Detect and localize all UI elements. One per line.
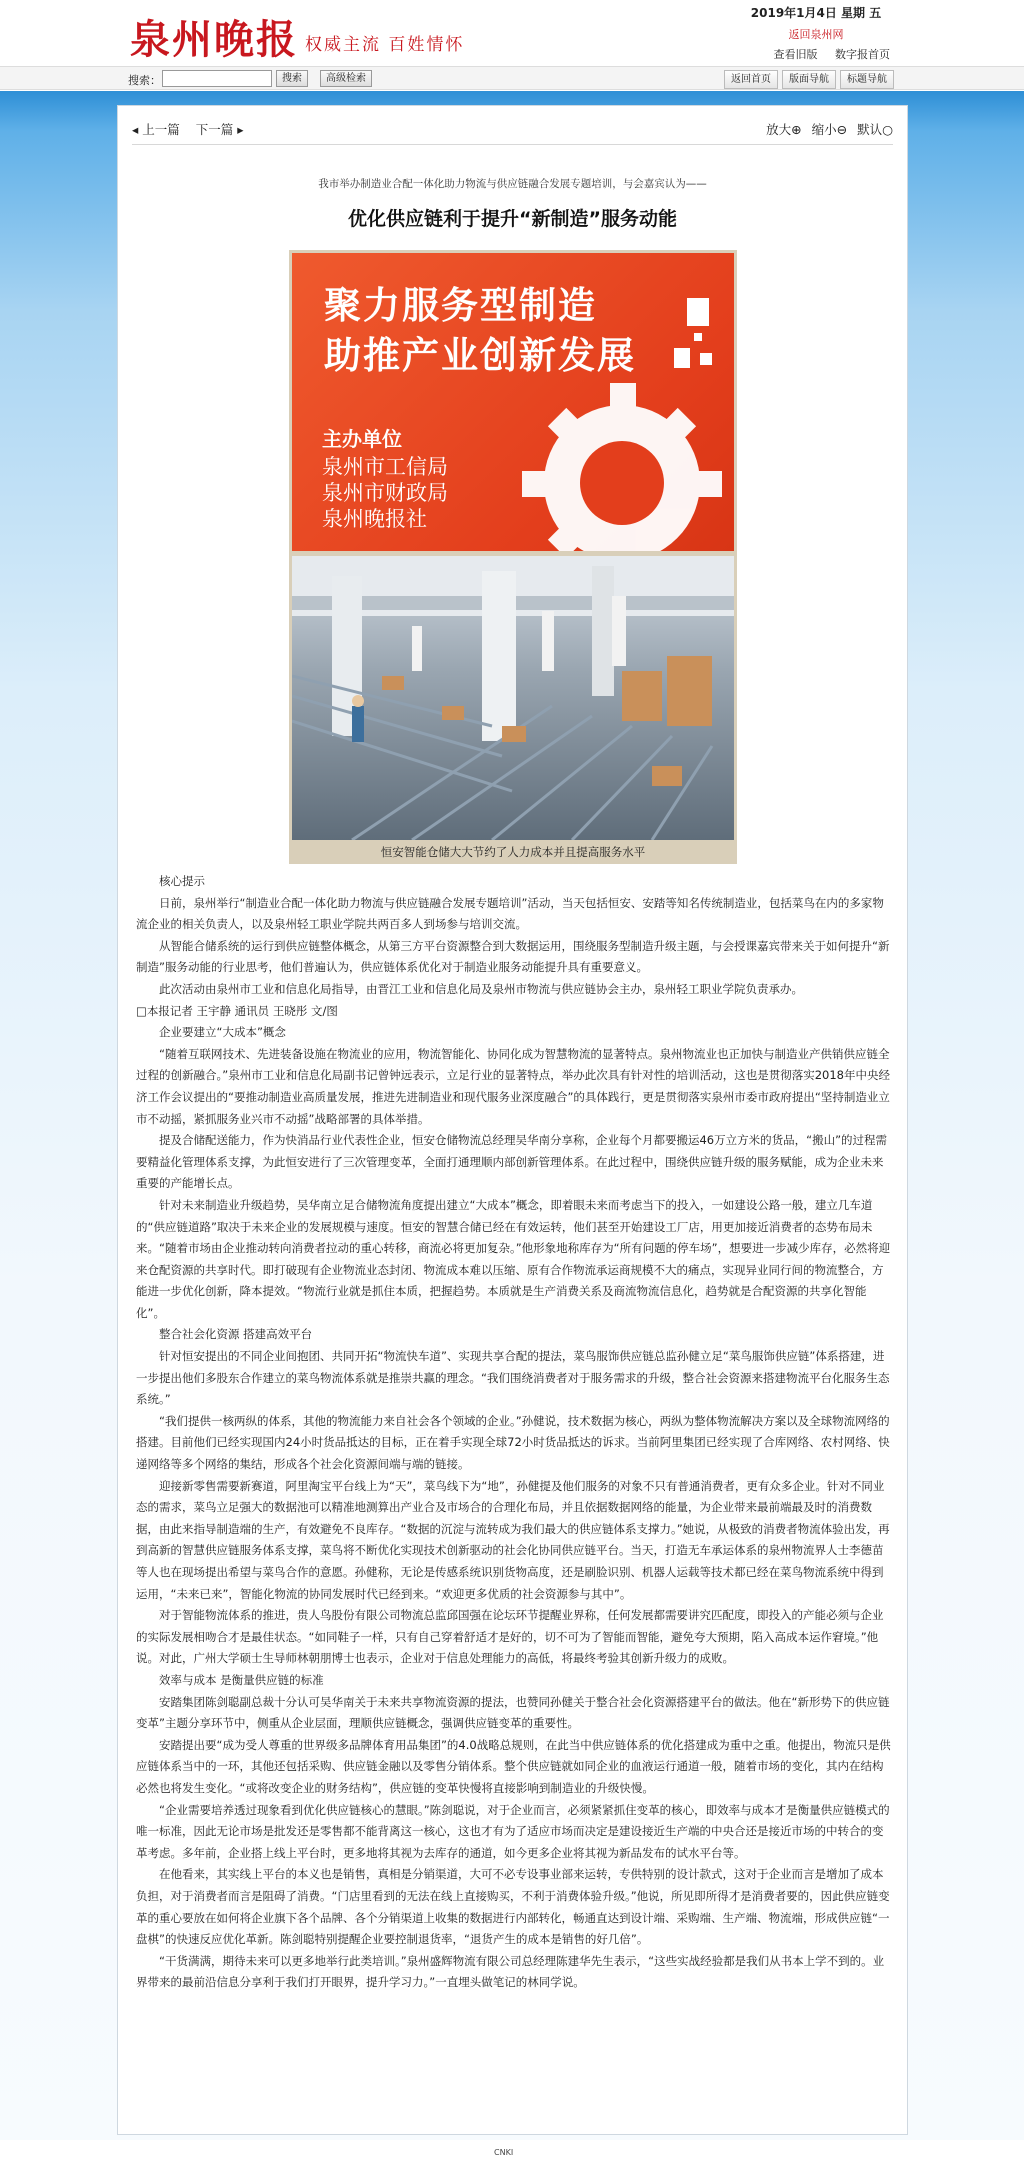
article-subheading: 整合社会化资源 搭建高效平台 [159,1327,313,1342]
zoom-default-button[interactable] [857,122,893,137]
poster-sponsor-1: 泉州市工信局 [322,455,448,479]
warehouse-scene [292,556,734,840]
article-byline: □本报记者 王宇静 通讯员 王晓彤 文/图 [136,1003,338,1018]
article-paragraph: 针对恒安提出的不同企业间抱团、共同开拓“物流快车道”、实现共享合配的提法，菜鸟服饰供应链总监孙健立足“菜鸟服饰供应链”体系搭建，进一步提出他们多股东合作建立的菜鸟物流体系就是推崇共赢的理念。“我们围绕消费者对于服务需求的升级，整合社会资源来搭建物流平台化服务生态系统。” [136,1349,890,1407]
search-label: 搜索： [128,74,161,87]
prev-article-link[interactable]: ◂ 上一篇 [132,122,180,137]
epaper-home-link[interactable]: 数字报首页 [835,48,890,61]
zoom-out-icon: ⊖ [836,122,848,137]
footer-logo: CNKI [494,2148,514,2157]
site-logo[interactable]: 泉州晚报 [130,16,298,63]
site-slogan: 权威主流 百姓情怀 [305,35,465,55]
title-nav-button[interactable]: 标题导航 [840,70,894,89]
zoom-in-label: 放大 [766,122,792,137]
return-home-link[interactable]: 返回泉州网 [788,28,844,41]
header-links [760,46,891,62]
warehouse-photo [292,556,734,840]
old-version-link[interactable]: 查看旧版 [773,48,818,61]
zoom-out-label: 缩小 [811,122,837,137]
prev-label: 上一篇 [142,122,180,137]
toolbar-divider [132,144,893,145]
site-header [0,0,1024,64]
poster-headline-1: 聚力服务型制造 [324,284,597,327]
article-paragraph: 从智能合储系统的运行到供应链整体概念，从第三方平台资源整合到大数据运用，围绕服务型制造升级主题，与会授课嘉宾带来关于如何提升“新制造”服务动能的行业思考，他们普遍认为，供应链体系优化对于制造业服务动能提升具有重要意义。 [136,938,890,975]
search-bar [0,66,1024,90]
article-paragraph: 提及合储配送能力，作为快消品行业代表性企业，恒安仓储物流总经理吴华南分享称，企业每个月都要搬运46万立方米的货品，“搬山”的过程需要精益化管理体系支撑，为此恒安进行了三次管理变革，全面打通理顺内部创新管理体系。在此过程中，围绕供应链升级的服务赋能，成为企业未来重要的产能增长点。 [136,1133,888,1191]
event-poster-image [292,253,734,551]
article-paragraph: 核心提示 [159,874,205,888]
date-box [746,4,886,42]
article-subheading: 企业要建立“大成本”概念 [159,1025,286,1040]
article-paragraph: 迎接新零售需要新赛道，阿里淘宝平台线上为“天”，菜鸟线下为“地”，孙健提及他们服务的对象不只有普通消费者，更有众多企业。针对不同业态的需求，菜鸟立足强大的数据池可以精准地测算出产业合及市场合的合理化布局，并且依据数据网络的能量，为企业带来最前端最及时的消费数据，由此来指导制造端的生产，有效避免不良库存。“数据的沉淀与流转成为我们最大的供应链体系支撑力。”她说，从极致的消费者物流体验出发，再到高新的智慧供应链服务体系支撑，菜鸟将不断优化实现技术创新驱动的社会化协同供应链平台。当天，打造无车承运体系的泉州物流界人士李德苗等人也在现场提出希望与菜鸟合作的意愿。孙健称，无论是传感系统识别货物高度，还是刷脸识别、机器人运载等技术都已经在菜鸟物流系统中得到运用，“未来已来”，智能化物流的协同发展时代已经到来。“欢迎更多优质的社会资源参与其中”。 [136,1478,890,1601]
article-panel [117,105,908,2135]
layout-nav-button[interactable]: 版面导航 [782,70,836,89]
search-input[interactable] [162,70,272,87]
zoom-default-label: 默认 [857,122,883,137]
article-paragraph: “我们提供一核两纵的体系，其他的物流能力来自社会各个领域的企业。”孙健说，技术数据为核心，两纵为整体物流解决方案以及全球物流网络的搭建。目前他们已经实现国内24小时货品抵达的目标，正在着手实现全球72小时货品抵达的诉求。当前阿里集团已经实现了合库网络、农村网络、快递网络等多个网络的集结，形成各个社会化资源间端与端的链接。 [136,1413,890,1472]
zoom-in-icon: ⊕ [791,122,802,137]
article-paragraph: 在他看来，其实线上平台的本义也是销售，真相是分销渠道，大可不必专设事业部来运转，专供特别的设计款式，这对于企业而言是增加了成本负担，对于消费者而言是阻碍了消费。“门店里看到的无法在线上直接购买，不利于消费体验升级。”他说，所见即所得才是消费者要的，因此供应链变革的重心要放在如何将企业旗下各个品牌、各个分销渠道上收集的数据进行内部转化，畅通直达到设计端、采购端、生产端、物流端，形成供应链“一盘棋”的快速反应优化革新。陈剑聪特别提醒企业要控制退货率，“退货产生的成本是销售的好几倍”。 [136,1867,890,1947]
article-title: 优化供应链利于提升“新制造”服务动能 [348,208,677,230]
article-paragraph: 对于智能物流体系的推进，贵人鸟股份有限公司物流总监邱国强在论坛环节提醒业界称，任何发展都需要讲究匹配度，即投入的产能必须与企业的实际发展相吻合才是最佳状态。“如同鞋子一样，只有自己穿着舒适才是好的，切不可为了智能而智能，避免夸大预期，陷入高成本运作窘境。”他说。对此，广州大学硕士生导师林朝朋博士也表示，企业对于信息处理能力的高低，将最终考验其创新升级力的成败。 [136,1608,884,1666]
zoom-in-button[interactable] [766,122,802,137]
article-paragraph: “干货满满，期待未来可以更多地举行此类培训。”泉州盛辉物流有限公司总经理陈建华先生表示，“这些实战经验都是我们从书本上学不到的。业界带来的最前沿信息分享利于我们打开眼界，提升学习力。”一直埋头做笔记的林同学说。 [136,1953,885,1990]
zoom-default-icon: ○ [882,122,893,137]
back-home-button[interactable]: 返回首页 [724,70,778,89]
zoom-controls [760,120,893,138]
article-paragraph: 此次活动由泉州市工业和信息化局指导，由晋江工业和信息化局及泉州市物流与供应链协会主办，泉州轻工职业学院负责承办。 [159,981,803,996]
current-date: 2019年1月4日 星期 五 [750,6,882,20]
article-subheading: 效率与成本 是衡量供应链的标准 [159,1672,324,1687]
article-image-frame [289,250,737,864]
article-body [136,871,891,1994]
article-paragraph: “随着互联网技术、先进装备设施在物流业的应用，物流智能化、协同化成为智慧物流的显著特点。泉州物流业也正加快与制造业产供销供应链全过程的创新融合。”泉州市工业和信息化局副书记曾钟远表示，立足行业的显著特点，举办此次具有针对性的培训活动，这也是贯彻落实2018年中央经济工作会议提出的“要推动制造业高质量发展，推进先进制造业和现代服务业深度融合”的具体践行，更是贯彻落实泉州市委市政府提出“坚持制造业立市不动摇，紧抓服务业兴市不动摇”战略部署的具体举措。 [136,1046,890,1126]
poster-sponsor-3: 泉州晚报社 [322,507,427,531]
next-label: 下一篇 [195,122,234,137]
image-caption: 恒安智能仓储大大节约了人力成本并且提高服务水平 [380,845,646,859]
poster-sponsor-title: 主办单位 [322,427,402,451]
zoom-out-button[interactable] [812,122,848,137]
advanced-search-button[interactable]: 高级检索 [320,70,372,87]
poster-sponsor-2: 泉州市财政局 [322,481,448,505]
search-button[interactable]: 搜索 [276,70,308,87]
poster-headline-2: 助推产业创新发展 [324,334,636,377]
next-article-link[interactable]: 下一篇 ▸ [195,122,244,137]
article-pre-title: 我市举办制造业合配一体化助力物流与供应链融合发展专题培训，与会嘉宾认为—— [318,178,707,190]
article-paragraph: “企业需要培养透过现象看到优化供应链核心的慧眼。”陈剑聪说，对于企业而言，必须紧紧抓住变革的核心，即效率与成本才是衡量供应链模式的唯一标准，因此无论市场是批发还是零售都不能背离这一核心，这也才有为了适应市场而决定是建设接近生产端的中央合还是接近市场的中转合的变革考虑。多年前，企业搭上线上平台时，更多地将其视为去库存的通道，如今更多企业将其视为新品发布的试水平台等。 [136,1802,890,1860]
article-pager [132,120,256,138]
article-paragraph: 日前，泉州举行“制造业合配一体化助力物流与供应链融合发展专题培训”活动，当天包括恒安、安踏等知名传统制造业，包括菜鸟在内的多家物流企业的相关负责人，以及泉州轻工职业学院共两百多人到场参与培训交流。 [136,895,884,932]
article-paragraph: 安踏集团陈剑聪副总裁十分认可吴华南关于未来共享物流资源的提法，也赞同孙健关于整合社会化资源搭建平台的做法。他在“新形势下的供应链变革”主题分享环节中，侧重从企业层面，理顺供应链概念，强调供应链变革的重要性。 [136,1694,890,1731]
article-paragraph: 安踏提出要“成为受人尊重的世界级多品牌体育用品集团”的4.0战略总规则，在此当中供应链体系的优化搭建成为重中之重。他提出，物流只是供应链体系当中的一环，其他还包括采购、供应链金融以及零售分销体系。整个供应链就如同企业的血液运行通道一般，随着市场的变化，其内在结构必然也将发生变化。“或将改变企业的财务结构”，供应链的变革快慢将直接影响到制造业的升级快慢。 [136,1737,891,1795]
article-paragraph: 针对未来制造业升级趋势，吴华南立足合储物流角度提出建立“大成本”概念，即着眼未来而考虑当下的投入，一如建设公路一般，建立几车道的“供应链道路”取决于未来企业的发展规模与速度。恒安的智慧合储已经在有效运转，他们甚至开始建设工厂店，用更加接近消费者的态势布局未来。“随着市场由企业推动转向消费者拉动的重心转移，商流必将更加复杂。”他形象地称库存为“所有问题的停车场”，想要进一步减少库存，必然将迎来仓配资源的共享时代。即打破现有企业物流业态封闭、物流成本难以压缩、原有合作物流承运商规模不大的痛点，实现异业同行间的物流整合，方能进一步优化创新，降本提效。“物流行业就是抓住本质，把握趋势。本质就是生产消费关系及商流物流信息化，趋势就是合配资源的共享化智能化”。 [136,1197,891,1320]
